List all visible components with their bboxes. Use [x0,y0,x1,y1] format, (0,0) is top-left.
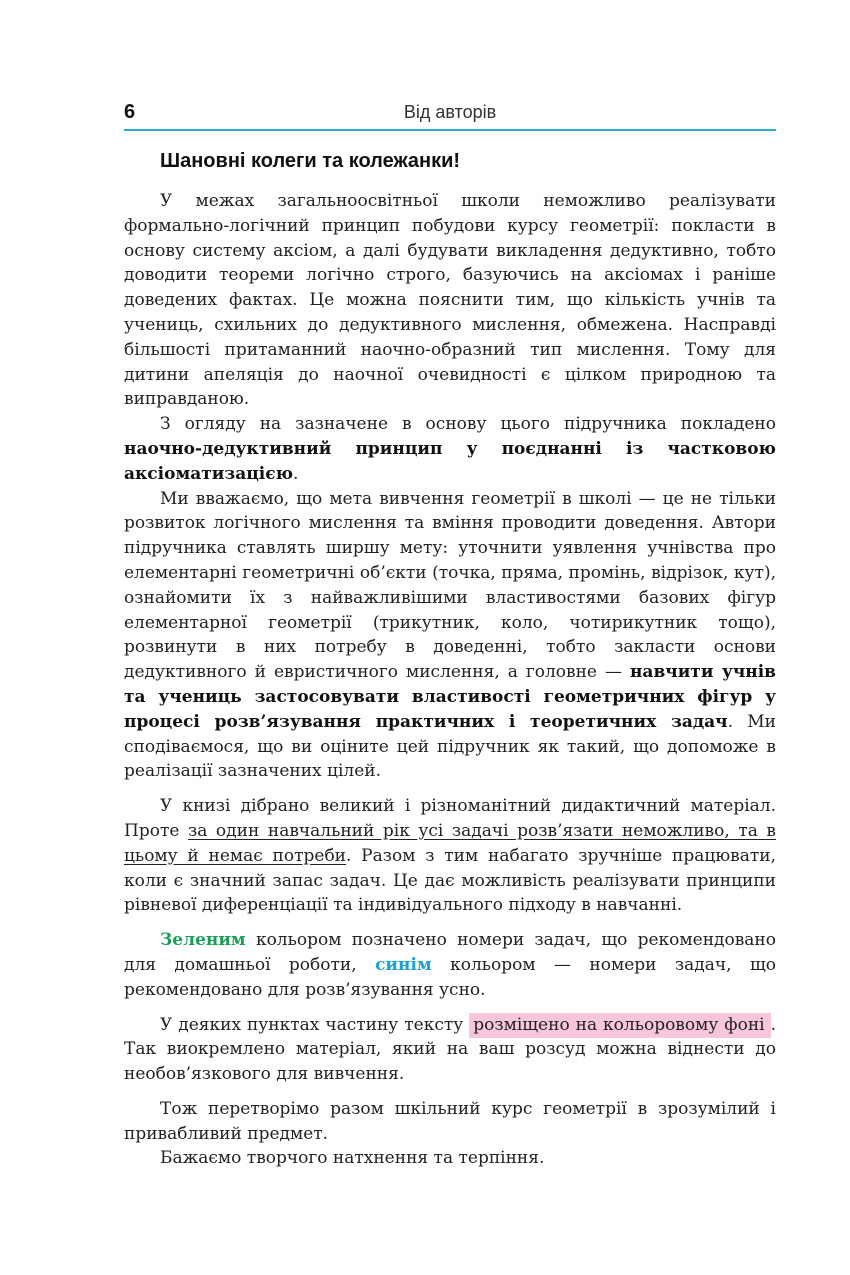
underlined-phrase: за один навчальний рік усі задачі розв’язати неможливо, та в цьому й немає потреби [124,820,776,866]
section-title: Від авторів [403,102,497,122]
bold-phrase: наочно-дедуктивний принцип у поєднанні із частковою аксіоматизацією [124,438,776,484]
body-text [124,189,776,1171]
highlighted-phrase: розміщено на кольоровому фоні [469,1013,770,1038]
green-word: Зеленим [160,930,246,951]
paragraph-2: З огляду на зазначене в основу цього підручника покладено наочно-дедуктивний принцип у поєднанні із частковою аксіоматизацією. [124,414,776,484]
running-header [124,99,776,131]
paragraph-5: Зеленим кольором позначено номери задач, що рекомендовано для домашньої роботи, синім кольором — номери задач, що рекомендовано для розв’язування усно. [124,930,777,1000]
bold-phrase: навчити учнів та учениць застосовувати властивості геометричних фігур у процесі розв’язування практичних і теоретичних задач [124,662,776,732]
paragraph-6: У деяких пунктах частину тексту розміщено на кольоровому фоні . Так виокремлено матеріал, який на ваш розсуд можна віднести до необов’язкового для вивчення. [124,1014,776,1085]
blue-word: синім [375,954,432,975]
paragraph-4: У книзі дібрано великий і різноманітний дидактичний матеріал. Проте за один навчальний рік усі задачі розв’язати неможливо, та в цьому й немає потреби. Разом з тим набагато зручніше працювати, коли є значний запас задач. Це дає можливість реалізувати принципи рівневої диференціації та індивідуального підходу в навчанні. [124,796,776,916]
paragraph-3: Ми вважаємо, що мета вивчення геометрії в школі — це не тільки розвиток логічного мислення та вміння проводити доведення. Автори підручника ставлять ширшу мету: уточнити уявлення учнівства про елементарні геометричні об’єкти (точка, пряма, промінь, відрізок, кут), ознайомити їх з найважливішими властивостями базових фігур елементарної геометрії (трикутник, коло, чотирикутник тощо), розвинути в них потребу в доведенні, тобто закласти основи дедуктивного й евристичного мислення, а головне — навчити учнів та учениць застосовувати властивості геометричних фігур у процесі розв’язування практичних і теоретичних задач. Ми сподіваємося, що ви оціните цей підручник як такий, що допоможе в реалізації зазначених цілей. [124,488,776,782]
paragraph-8: Бажаємо творчого натхнення та терпіння. [160,1148,545,1169]
page-number: 6 [124,101,136,123]
page-title: Шановні колеги та колежанки! [160,150,461,172]
paragraph-7: Тож перетворімо разом шкільний курс геометрії в зрозумілий і привабливий предмет. [124,1098,776,1144]
paragraph-1: У межах загальноосвітньої школи неможливо реалізувати формально-логічний принцип побудови курсу геометрії: покласти в основу систему аксіом, а далі будувати викладення дедуктивно, тобто доводити теореми логічно строго, базуючись на аксіомах і раніше доведених фактах. Це можна пояснити тим, що кількість учнів та учениць, схильних до дедуктивного мислення, обмежена. Насправді більшості притаманний наочно-образний тип мислення. Тому для дитини апеляція до наочної очевидності є цілком природною та виправданою. [124,191,776,410]
